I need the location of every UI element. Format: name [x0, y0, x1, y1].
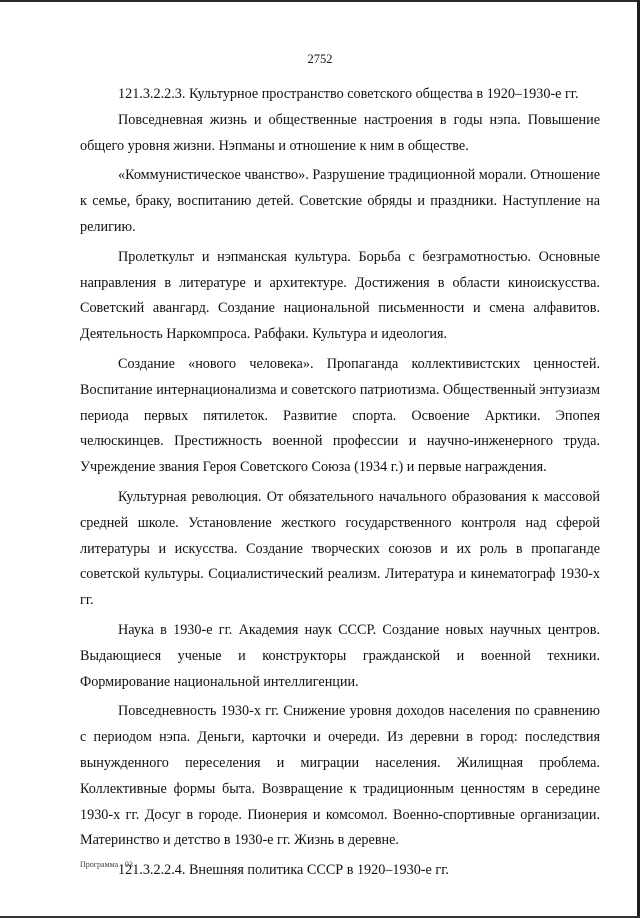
section-heading: 121.3.2.2.4. Внешняя политика СССР в 1920–1930-е гг.	[118, 862, 449, 879]
document-body	[80, 82, 600, 884]
paragraph: «Коммунистическое чванство». Разрушение традиционной морали. Отношение к семье, браку, воспитанию детей. Советские обряды и праздники. Наступление на религию.	[80, 167, 600, 235]
paragraph: Повседневность 1930-х гг. Снижение уровня доходов населения по сравнению с периодом нэпа. Деньги, карточки и очереди. Из деревни в город: последствия вынужденного переселения и миграции населения. Жилищная проблема. Коллективные формы быта. Возвращение к традиционным ценностям в середине 1930-х гг. Досуг в городе. Пионерия и комсомол. Военно-спортивные организации. Материнство и детство в 1930-е гг. Жизнь в деревне.	[80, 703, 600, 849]
footer-label: Программа - 03	[80, 860, 133, 869]
paragraph: Повседневная жизнь и общественные настроения в годы нэпа. Повышение общего уровня жизни. Нэпманы и отношение к ним в обществе.	[80, 111, 600, 154]
paragraph: Культурная революция. От обязательного начального образования к массовой средней школе. Установление жесткого государственного контроля над сферой литературы и искусства. Создание творческих союзов и их роль в пропаганде советской культуры. Социалистический реализм. Литература и кинематограф 1930-х гг.	[80, 488, 600, 609]
scan-border-top	[0, 0, 640, 2]
page-number: 2752	[307, 52, 333, 66]
section-heading: 121.3.2.2.3. Культурное пространство советского общества в 1920–1930-е гг.	[118, 86, 579, 102]
paragraph: Наука в 1930-е гг. Академия наук СССР. Создание новых научных центров. Выдающиеся ученые и конструкторы гражданской и военной техники. Формирование национальной интеллигенции.	[80, 621, 600, 690]
paragraph: Создание «нового человека». Пропаганда коллективистских ценностей. Воспитание интернационализма и советского патриотизма. Общественный энтузиазм периода первых пятилеток. Развитие спорта. Освоение Арктики. Эпопея челюскинцев. Престижность военной профессии и научно-инженерного труда. Учреждение звания Героя Советского Союза (1934 г.) и первые награждения.	[80, 355, 600, 476]
paragraph: Пролеткульт и нэпманская культура. Борьба с безграмотностью. Основные направления в литературе и архитектуре. Достижения в области киноискусства. Советский авангард. Создание национальной письменности и смена алфавитов. Деятельность Наркомпроса. Рабфаки. Культура и идеология.	[80, 248, 600, 343]
